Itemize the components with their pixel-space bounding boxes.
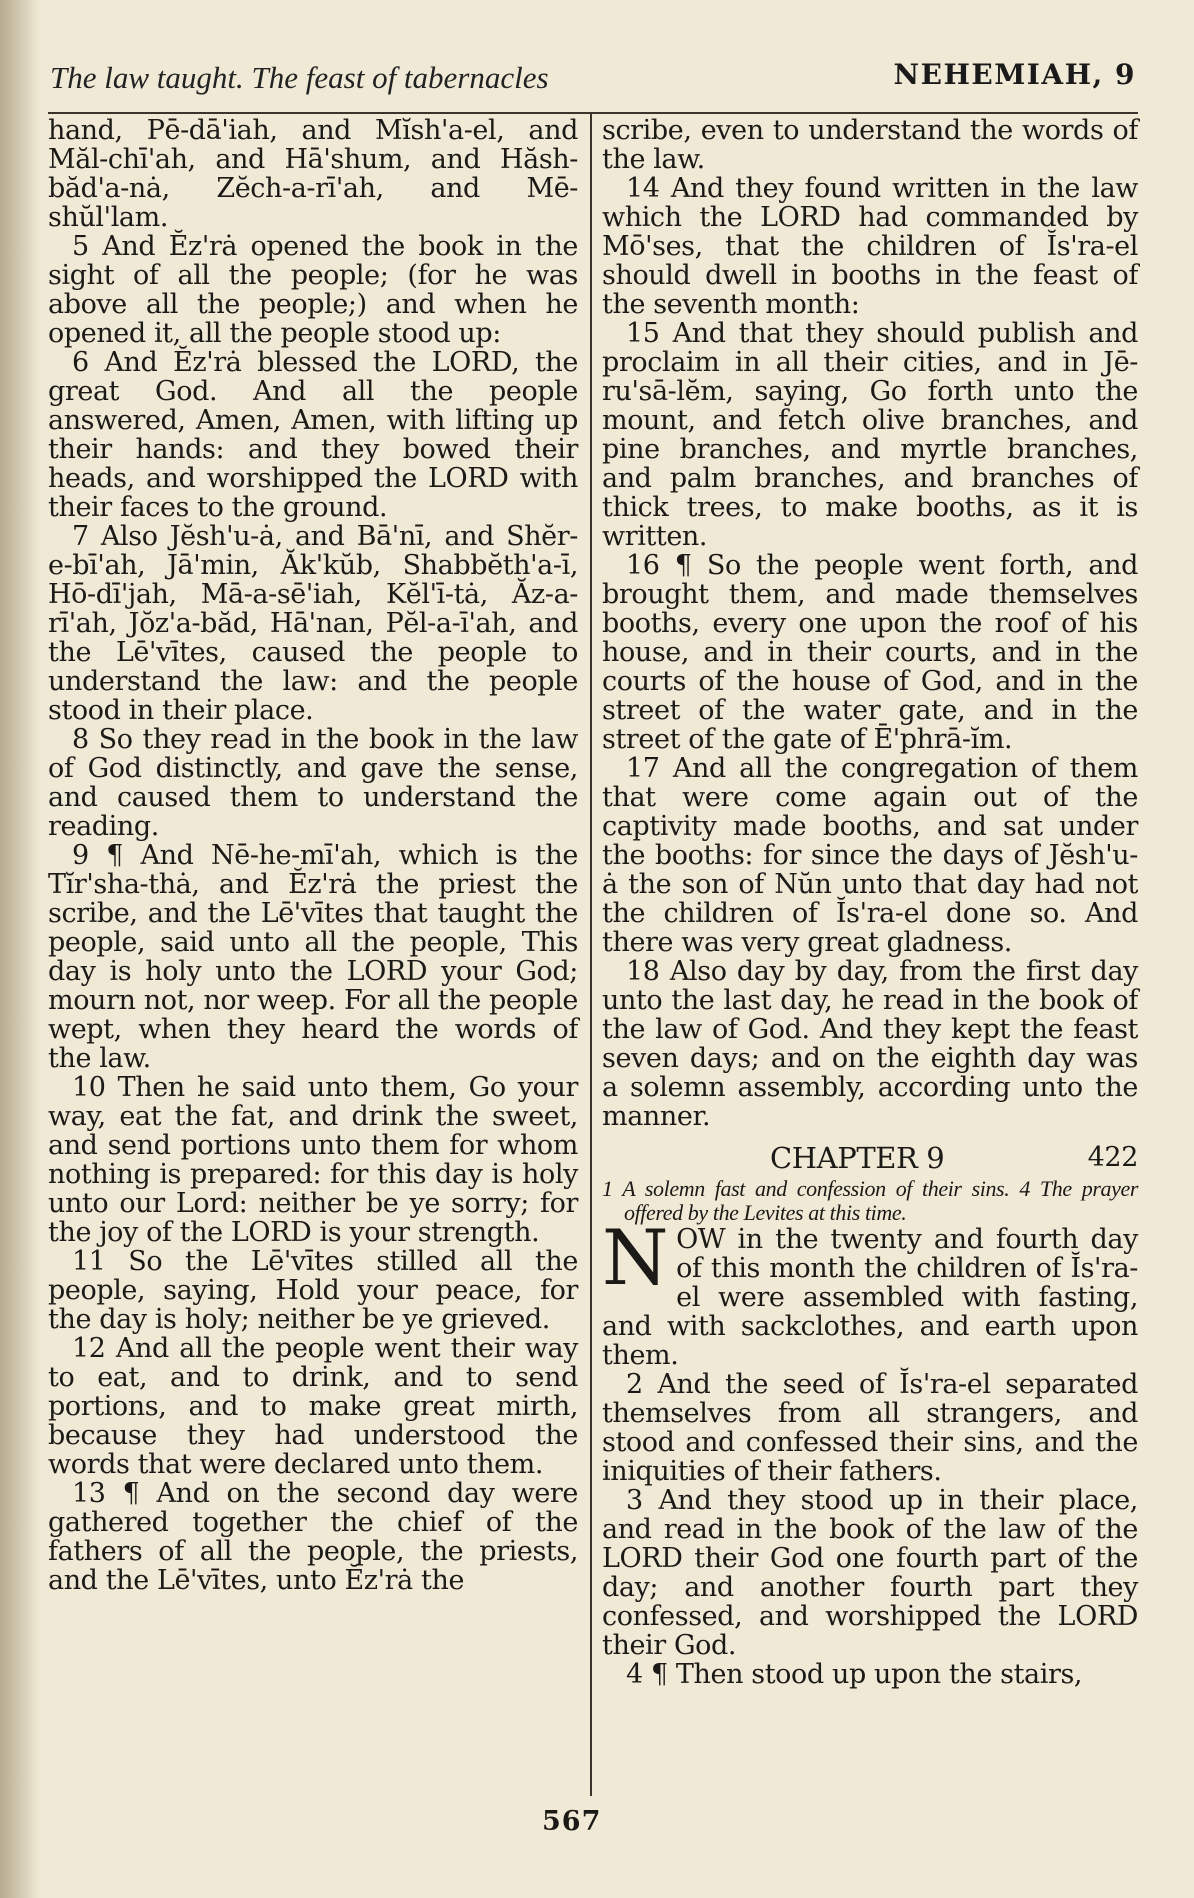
verse-text: 12 And all the people went their way to eat, and to drink, and to send portions, and to make great mirth, because they had understood the words that were declared unto them.: [48, 1333, 578, 1480]
verse-text: 11 So the Lē'vītes stilled all the people, saying, Hold your peace, for the day is holy; neither be ye grieved.: [48, 1246, 578, 1335]
header-rule: [48, 112, 1138, 114]
chapter-reference-number: 422: [1087, 1142, 1138, 1173]
verse-text: 18 Also day by day, from the first day unto the last day, he read in the book of the law of God. And they kept the feast seven days; and on the eighth day was a solemn assembly, according unto the manner.: [602, 956, 1138, 1132]
drop-cap: N: [602, 1213, 669, 1302]
verse-text: scribe, even to understand the words of the law.: [602, 115, 1138, 175]
verse-text: 16 ¶ So the people went forth, and brought them, and made themselves booths, every one upon the roof of his house, and in their courts, and in the courts of the house of God, and in the street of the water gate, and in the street of the gate of Ē'phrā-ĭm.: [602, 550, 1138, 755]
verse-text: 7 Also Jĕsh'u-ȧ, and Bā'nī, and Shĕr-e-bī'ah, Jā'min, Ăk'kŭb, Shabbĕth'a-ī, Hō-dī'jah, Mā-a-sē'iah, Kĕl'ī-tȧ, Ăz-a-rī'ah, Jŏz'a-băd, Hā'nan, Pĕl-a-ī'ah, and the Lē'vītes, caused the people to understand the law: and the people stood in their place.: [48, 521, 578, 726]
verse-text: 3 And they stood up in their place, and read in the book of the law of the LORD their God one fourth part of the day; and another fourth part they confessed, and worshipped the LORD their God.: [602, 1485, 1138, 1661]
right-column: [602, 116, 1138, 1689]
page-number: 567: [542, 1806, 602, 1837]
header-book-chapter: NEHEMIAH, 9: [893, 58, 1136, 91]
chapter-heading: [602, 1141, 1138, 1175]
verse-text: 10 Then he said unto them, Go your way, eat the fat, and drink the sweet, and send portions unto them for whom nothing is prepared: for this day is holy unto our Lord: neither be ye sorry; for the joy of the LORD is your strength.: [48, 1072, 578, 1248]
opening-verse-text: OW in the twenty and fourth day of this month the children of Ĭs'ra-el were assembled with fasting, and with sackclothes, and earth upon them.: [602, 1224, 1138, 1371]
verse-text: 17 And all the congregation of them that were come again out of the captivity made booths, and sat under the booths: for since the days of Jĕsh'u-ȧ the son of Nŭn unto that day had not the children of Ĭs'ra-el done so. And there was very great gladness.: [602, 753, 1138, 958]
running-header: [50, 58, 1136, 100]
page-gutter-shadow: [0, 0, 40, 1898]
verse-text: 2 And the seed of Ĭs'ra-el separated themselves from all strangers, and stood and confessed their sins, and the iniquities of their fathers.: [602, 1369, 1138, 1487]
chapter-opening-verse: [602, 1213, 1138, 1371]
verse-text: 4 ¶ Then stood up upon the stairs,: [626, 1659, 1083, 1690]
verse-text: 9 ¶ And Nē-he-mī'ah, which is the Tĭr'sha-thȧ, and Ĕz'rȧ the priest the scribe, and the Lē'vītes that taught the people, said unto all the people, This day is holy unto the LORD your God; mourn not, nor weep. For all the people wept, when they heard the words of the law.: [48, 840, 579, 1074]
column-divider: [590, 112, 592, 1796]
verse-text: 15 And that they should publish and proclaim in all their cities, and in Jē-ru'sā-lĕm, saying, Go forth unto the mount, and fetch olive branches, and pine branches, and myrtle branches, and palm branches, and branches of thick trees, to make booths, as it is written.: [602, 318, 1138, 552]
verse-text: 6 And Ĕz'rȧ blessed the LORD, the great God. And all the people answered, Amen, Amen, with lifting up their hands: and they bowed their heads, and worshipped the LORD with their faces to the ground.: [48, 347, 578, 523]
verse-text: hand, Pē-dā'iah, and Mĭsh'a-el, and Măl-chī'ah, and Hā'shum, and Hăsh-băd'a-nȧ, Zĕch-a-rī'ah, and Mē-shŭl'lam.: [48, 115, 578, 233]
verse-text: 5 And Ĕz'rȧ opened the book in the sight of all the people; (for he was above all the people;) and when he opened it, all the people stood up:: [48, 231, 578, 349]
header-section-title: The law taught. The feast of tabernacles: [50, 60, 549, 95]
verse-text: 13 ¶ And on the second day were gathered together the chief of the fathers of all the people, the priests, and the Lē'vītes, unto Ĕz'rȧ the: [48, 1478, 578, 1596]
verse-text: 14 And they found written in the law which the LORD had commanded by Mō'ses, that the children of Ĭs'ra-el should dwell in booths in the feast of the seventh month:: [602, 173, 1138, 320]
chapter-title: CHAPTER 9: [770, 1141, 945, 1175]
left-column: [48, 116, 578, 1595]
chapter-summary: 1 A solemn fast and confession of their sins. 4 The prayer offered by the Levites at this time.: [602, 1176, 1138, 1225]
verse-text: 8 So they read in the book in the law of God distinctly, and gave the sense, and caused them to understand the reading.: [48, 724, 578, 842]
